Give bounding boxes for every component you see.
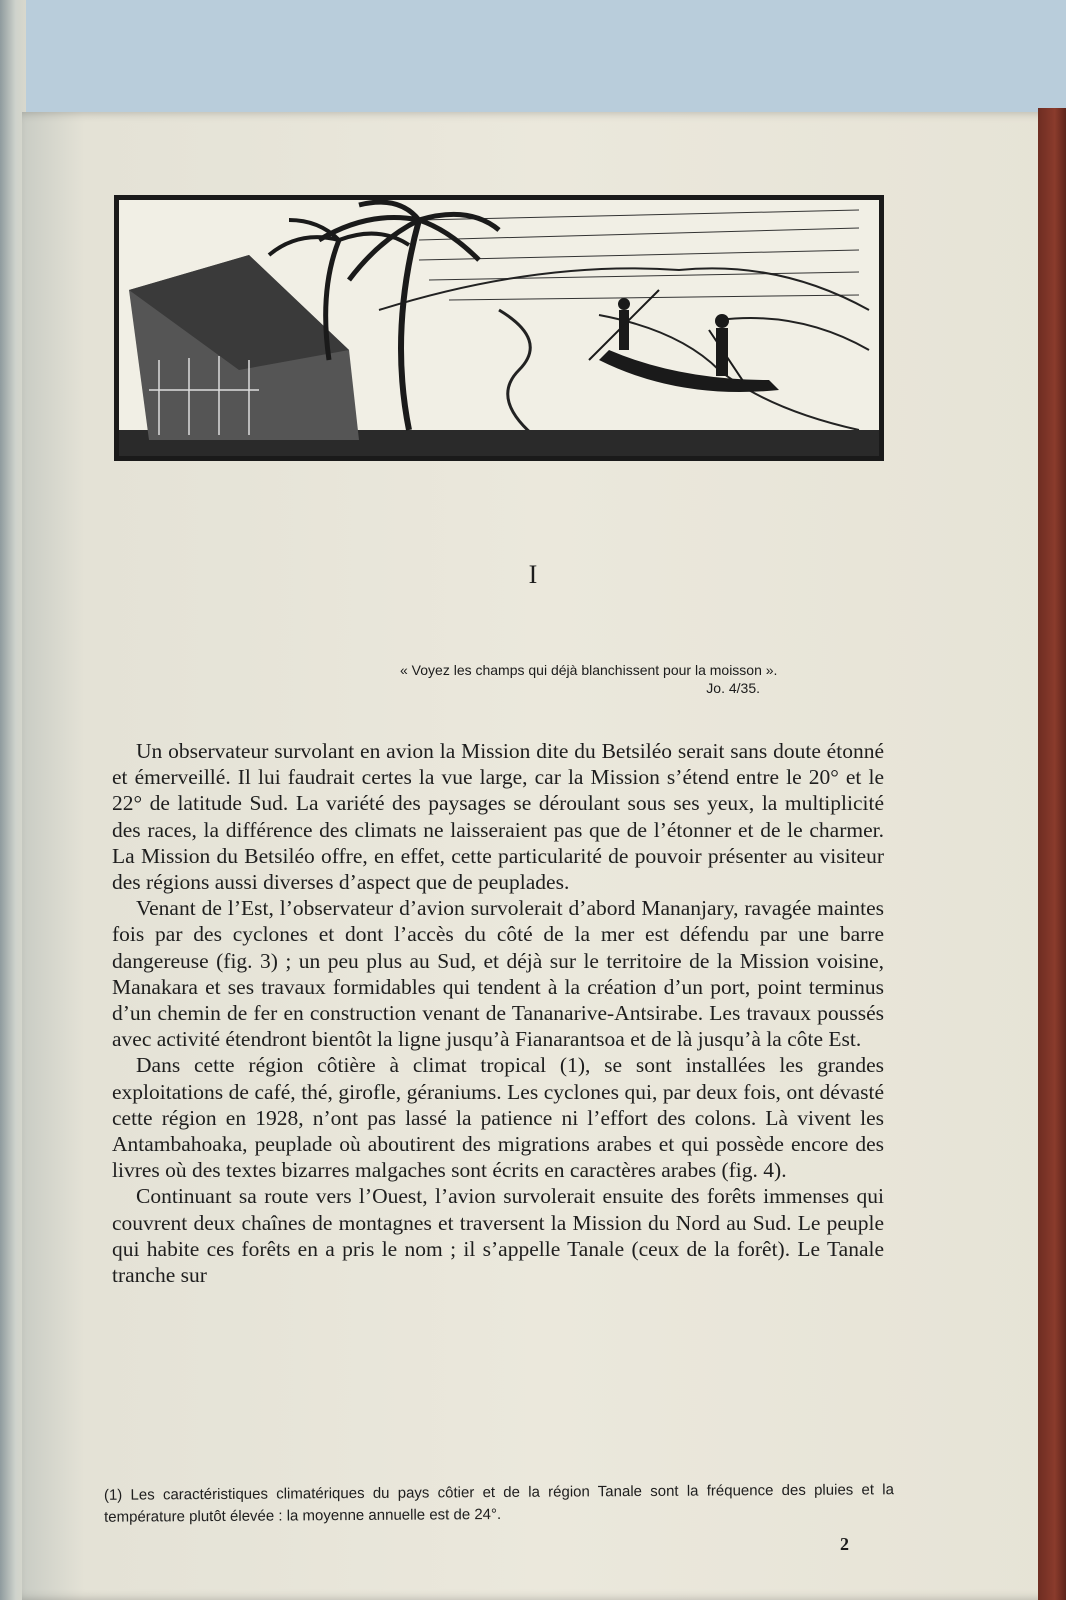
book-cover-edge <box>1038 108 1066 1600</box>
paragraph: Un observateur survolant en avion la Mission dite du Betsiléo serait sans doute étonné et émerveillé. Il lui faudrait certes la vue large, car la Mission s’étend entre le 20° et le 22° de latitude Sud. La variété des paysages se déroulant sous ses yeux, la multiplicité des races, la différence des climats ne laisseraient pas que de l’étonner et de le charmer. La Mission du Betsiléo offre, en effet, cette particularité de pouvoir présenter au visiteur des régions aussi diverses d’aspect que de peuplades. <box>112 739 884 895</box>
page-number: 2 <box>840 1534 849 1554</box>
paragraph: Venant de l’Est, l’observateur d’avion survolerait d’abord Mananjary, ravagée maintes fois par des cyclones et dont l’accès du côté de la mer est défendu par une barre dangereuse (fig. 3) ; un peu plus au Sud, et déjà sur le territoire de la Mission voisine, Manakara et ses travaux formidables qui tendent à la création d’un port, point terminus d’un chemin de fer en construction venant de Tananarive-Antsirabe. Les travaux poussés avec activité étendront bientôt la ligne jusqu’à Fianarantsoa et de là jusqu’à la côte Est. <box>112 896 884 1052</box>
woodcut-illustration-icon <box>119 200 879 456</box>
chapter-numeral: I <box>528 560 538 589</box>
paragraph: Continuant sa route vers l’Ouest, l’avion survolerait ensuite des forêts immenses qui couvrent deux chaînes de montagnes et traversent la Mission du Nord au Sud. Le peuple qui habite ces forêts en a pris le nom ; il s’appelle Tanale (ceux de la forêt). Le Tanale tranche sur <box>112 1184 884 1288</box>
woodcut-illustration <box>114 195 884 461</box>
body-text <box>112 738 884 1288</box>
epigraph <box>400 662 820 696</box>
epigraph-quote: « Voyez les champs qui déjà blanchissent pour la moisson ». <box>400 662 778 678</box>
paragraph: Dans cette région côtière à climat tropical (1), se sont installées les grandes exploitations de café, thé, girofle, géraniums. Les cyclones qui, par deux fois, ont dévasté cette région en 1928, n’ont pas lassé la patience ni l’effort des colons. Là vivent les Antambahoaka, peuplade où aboutirent des migrations arabes et qui possède encore des livres où des textes bizarres malgaches sont écrits en caractères arabes (fig. 4). <box>112 1053 884 1183</box>
epigraph-reference: Jo. 4/35. <box>706 680 760 696</box>
footnote: (1) Les caractéristiques climatériques du pays côtier et de la région Tanale sont la fréquence des pluies et la température plutôt élevée : la moyenne annuelle est de 24°. <box>103 1481 894 1526</box>
